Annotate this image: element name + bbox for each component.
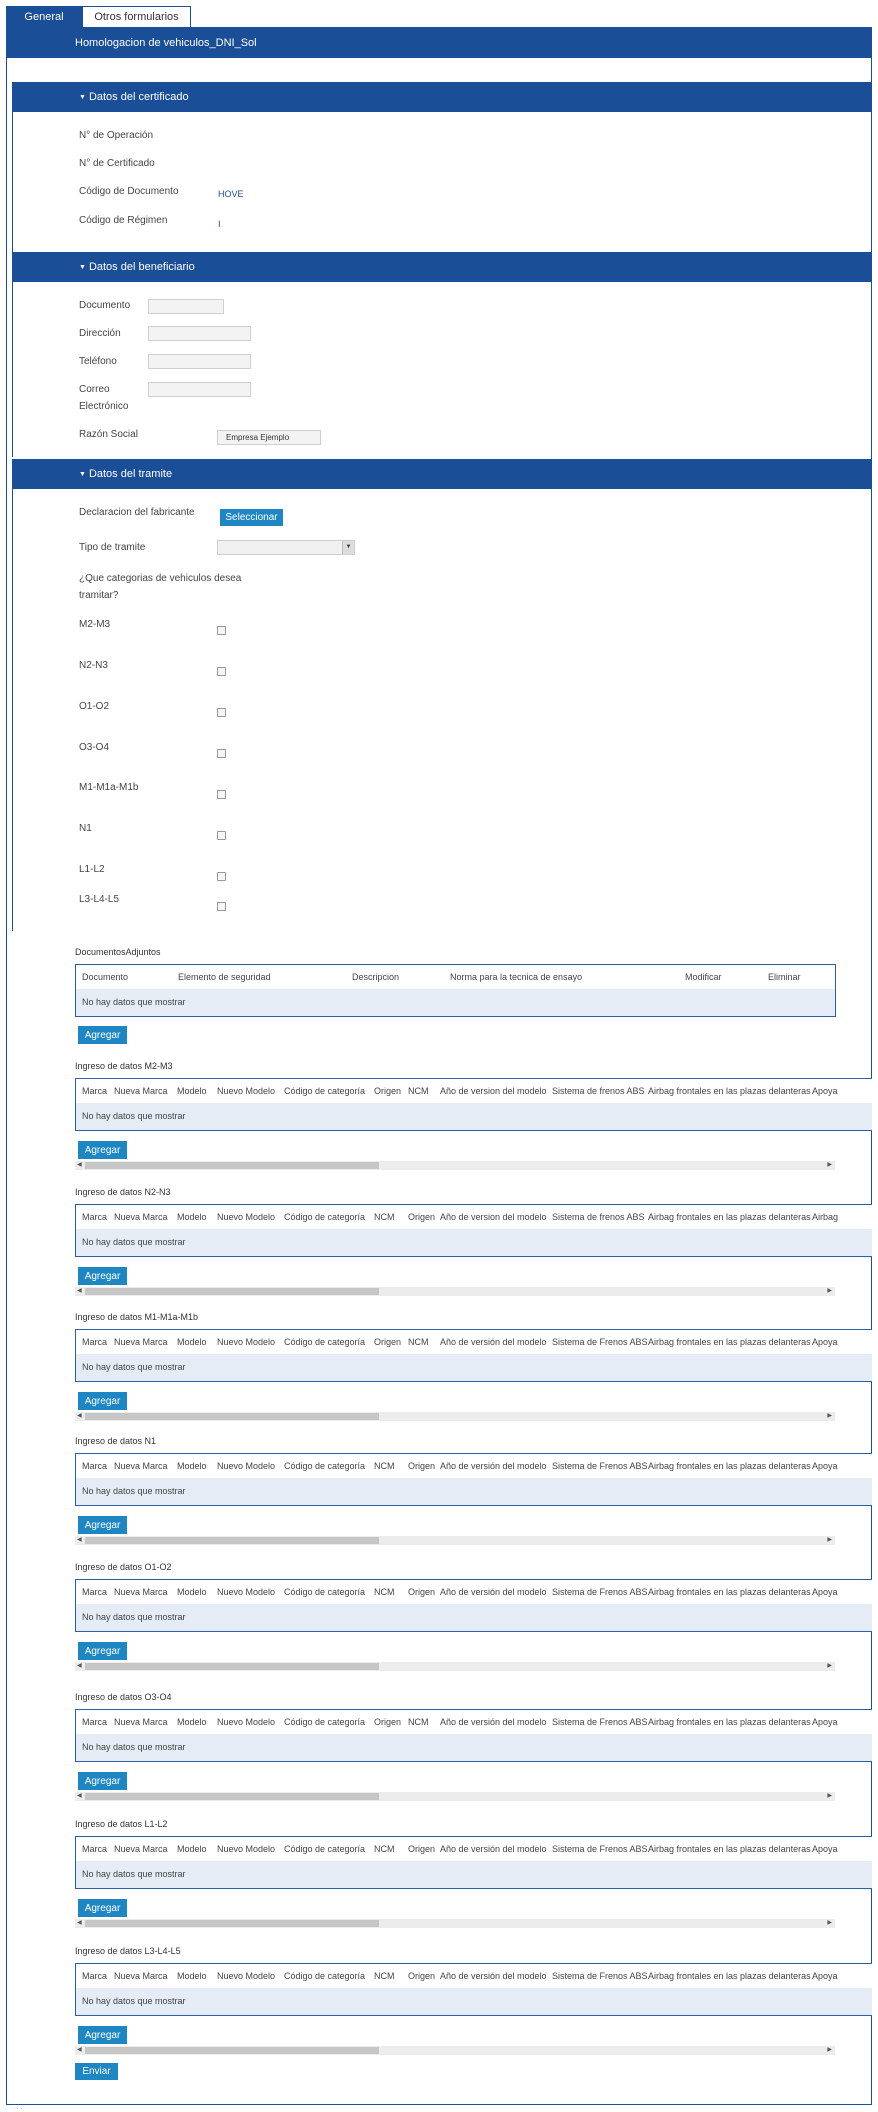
horizontal-scrollbar[interactable]	[75, 1287, 835, 1296]
empty-row: No hay datos que mostrar	[76, 1229, 872, 1256]
scroll-right-icon[interactable]: ▶	[827, 2047, 832, 2053]
column-header[interactable]: Nueva Marca	[114, 1212, 168, 1222]
caret-down-icon: ▼	[79, 93, 86, 101]
documento-label: Documento	[79, 300, 131, 311]
category-checkbox-o3-o4[interactable]	[217, 749, 226, 758]
seleccionar-button[interactable]: Seleccionar	[220, 509, 283, 526]
column-header[interactable]: Eliminar	[768, 972, 801, 982]
dropdown-arrow-icon: ▼	[342, 541, 354, 554]
column-header[interactable]: Origen	[408, 1844, 436, 1854]
section-border	[12, 489, 13, 931]
column-header[interactable]: Año de version del modelo	[440, 1086, 547, 1096]
column-header[interactable]: Código de categoría	[284, 1337, 366, 1347]
form-title: Homologacion de vehiculos_DNI_Sol	[75, 37, 257, 49]
column-header[interactable]: Airbag frontales en las plazas delanteras	[648, 1337, 811, 1347]
column-header[interactable]: Año de version del modelo	[440, 1212, 547, 1222]
column-header[interactable]: Año de versión del modelo	[440, 1717, 547, 1727]
scroll-left-icon[interactable]: ◀	[77, 1162, 82, 1168]
column-header[interactable]: Sistema de Frenos ABS	[552, 1844, 648, 1854]
scroll-thumb[interactable]	[85, 1413, 379, 1420]
caret-down-icon: ▼	[79, 263, 86, 271]
scroll-thumb[interactable]	[85, 2047, 379, 2054]
empty-row: No hay datos que mostrar	[76, 1354, 872, 1381]
scroll-left-icon[interactable]: ◀	[77, 1920, 82, 1926]
grid-header	[76, 1837, 872, 1861]
category-label: M1-M1a-M1b	[79, 782, 139, 793]
codigo-regimen-value: I	[218, 219, 221, 229]
column-header[interactable]: Nuevo Modelo	[217, 1337, 276, 1347]
column-header[interactable]: Sistema de frenos ABS	[552, 1212, 645, 1222]
scroll-left-icon[interactable]: ◀	[77, 1537, 82, 1543]
column-header[interactable]: NCM	[374, 1212, 395, 1222]
column-header[interactable]: Norma para la tecnica de ensayo	[450, 972, 583, 982]
column-header[interactable]: Modelo	[177, 1212, 207, 1222]
column-header[interactable]: Airbag frontales en las plazas delanteras	[648, 1086, 811, 1096]
grid-header	[76, 1710, 872, 1734]
agregar-button[interactable]: Agregar	[78, 1899, 127, 1917]
column-header[interactable]: Apoya	[812, 1337, 838, 1347]
column-header[interactable]: Sistema de Frenos ABS	[552, 1587, 648, 1597]
adjuntos-grid	[75, 964, 836, 1017]
scroll-right-icon[interactable]: ▶	[827, 1537, 832, 1543]
razon-social-input[interactable]: Empresa Ejemplo	[217, 430, 321, 445]
scroll-right-icon[interactable]: ▶	[827, 1793, 832, 1799]
data-grid	[75, 1453, 872, 1506]
empty-row: No hay datos que mostrar	[76, 1604, 872, 1631]
column-header[interactable]: Nuevo Modelo	[217, 1971, 276, 1981]
column-header[interactable]: Modelo	[177, 1844, 207, 1854]
operacion-label: N° de Operación	[79, 130, 154, 141]
column-header[interactable]: Origen	[374, 1086, 402, 1096]
section-tramite-header[interactable]	[12, 459, 872, 489]
grid-header	[76, 1205, 872, 1229]
column-header[interactable]: Apoya	[812, 1086, 838, 1096]
telefono-input[interactable]	[148, 354, 251, 369]
agregar-adjunto-button[interactable]: Agregar	[78, 1026, 127, 1044]
caret-down-icon: ▼	[79, 470, 86, 478]
scroll-thumb[interactable]	[85, 1537, 379, 1544]
category-checkbox-n1[interactable]	[217, 831, 226, 840]
data-grid	[75, 1329, 872, 1382]
column-header[interactable]: Año de versión del modelo	[440, 1337, 547, 1347]
empty-row: No hay datos que mostrar	[76, 1988, 872, 2015]
horizontal-scrollbar[interactable]	[75, 1412, 835, 1421]
column-header[interactable]: Nuevo Modelo	[217, 1086, 276, 1096]
column-header[interactable]: Código de categoría	[284, 1461, 366, 1471]
column-header[interactable]: Nueva Marca	[114, 1337, 168, 1347]
grid-header	[76, 1330, 872, 1354]
adjuntos-title: DocumentosAdjuntos	[75, 947, 161, 957]
empty-row: No hay datos que mostrar	[76, 1103, 872, 1130]
section-title: Datos del certificado	[88, 91, 189, 103]
section-border	[12, 112, 13, 252]
grid-title: Ingreso de datos L1-L2	[75, 1819, 168, 1829]
grid-title: Ingreso de datos M1-M1a-M1b	[75, 1312, 199, 1322]
category-checkbox-l3-l4-l5[interactable]	[217, 902, 226, 911]
grid-header	[76, 965, 835, 989]
column-header[interactable]: Origen	[374, 1337, 402, 1347]
column-header[interactable]: Origen	[408, 1587, 436, 1597]
category-label: L1-L2	[79, 864, 105, 875]
column-header[interactable]: Modificar	[685, 972, 722, 982]
footer-mark: · · ·	[13, 2106, 23, 2112]
column-header[interactable]: Origen	[408, 1212, 436, 1222]
grid-title: Ingreso de datos O3-O4	[75, 1692, 172, 1702]
column-header[interactable]: Nuevo Modelo	[217, 1717, 276, 1727]
scroll-thumb[interactable]	[85, 1793, 379, 1800]
column-header[interactable]: Modelo	[177, 1587, 207, 1597]
column-header[interactable]: Nueva Marca	[114, 1717, 168, 1727]
section-title: Datos del tramite	[88, 468, 173, 480]
column-header[interactable]: NCM	[374, 1844, 395, 1854]
column-header[interactable]: Elemento de seguridad	[178, 972, 271, 982]
empty-row: No hay datos que mostrar	[76, 1861, 872, 1888]
agregar-button[interactable]: Agregar	[78, 1141, 127, 1159]
column-header[interactable]: Airbag frontales en las plazas delanteras	[648, 1971, 811, 1981]
scroll-thumb[interactable]	[85, 1288, 379, 1295]
correo-label-line2: Electrónico	[79, 401, 129, 412]
column-header[interactable]: Modelo	[177, 1717, 207, 1727]
category-checkbox-l1-l2[interactable]	[217, 872, 226, 881]
enviar-button[interactable]: Enviar	[75, 2063, 118, 2080]
column-header[interactable]: Nueva Marca	[114, 1587, 168, 1597]
agregar-button[interactable]: Agregar	[78, 1642, 127, 1660]
column-header[interactable]: NCM	[374, 1587, 395, 1597]
column-header[interactable]: Airbag frontales en las plazas delanteras	[648, 1212, 811, 1222]
column-header[interactable]: Marca	[82, 1587, 108, 1597]
scroll-right-icon[interactable]: ▶	[827, 1162, 832, 1168]
column-header[interactable]: Nuevo Modelo	[217, 1844, 276, 1854]
category-checkbox-m1[interactable]	[217, 790, 226, 799]
category-checkbox-o1-o2[interactable]	[217, 708, 226, 717]
column-header[interactable]: Nueva Marca	[114, 1971, 168, 1981]
category-label: N1	[79, 823, 92, 834]
category-label: O3-O4	[79, 742, 110, 753]
horizontal-scrollbar[interactable]	[75, 1919, 835, 1928]
column-header[interactable]: Documento	[82, 972, 129, 982]
column-header[interactable]: Marca	[82, 1971, 108, 1981]
column-header[interactable]: NCM	[374, 1971, 395, 1981]
column-header[interactable]: Modelo	[177, 1337, 207, 1347]
column-header[interactable]: Modelo	[177, 1086, 207, 1096]
scroll-left-icon[interactable]: ◀	[77, 1288, 82, 1294]
scroll-left-icon[interactable]: ◀	[77, 1793, 82, 1799]
grid-header	[76, 1079, 872, 1103]
column-header[interactable]: Airbag frontales en las plazas delanteras	[648, 1844, 811, 1854]
column-header[interactable]: Marca	[82, 1086, 108, 1096]
telefono-label: Teléfono	[79, 356, 117, 367]
scroll-thumb[interactable]	[85, 1162, 379, 1169]
column-header[interactable]: Apoya	[812, 1844, 838, 1854]
scroll-left-icon[interactable]: ◀	[77, 2047, 82, 2053]
column-header[interactable]: Código de categoría	[284, 1971, 366, 1981]
razon-social-label: Razón Social	[79, 429, 138, 440]
column-header[interactable]: Sistema de Frenos ABS	[552, 1971, 648, 1981]
direccion-label: Dirección	[79, 328, 121, 339]
column-header[interactable]: NCM	[374, 1461, 395, 1471]
agregar-button[interactable]: Agregar	[78, 1267, 127, 1285]
column-header[interactable]: Marca	[82, 1717, 108, 1727]
column-header[interactable]: Origen	[408, 1971, 436, 1981]
column-header[interactable]: Nueva Marca	[114, 1844, 168, 1854]
scroll-right-icon[interactable]: ▶	[827, 1920, 832, 1926]
category-checkbox-m2-m3[interactable]	[217, 626, 226, 635]
form-title-bar	[6, 28, 872, 58]
column-header[interactable]: NCM	[408, 1086, 429, 1096]
grid-title: Ingreso de datos M2-M3	[75, 1061, 173, 1071]
grid-title: Ingreso de datos N2-N3	[75, 1187, 171, 1197]
scroll-right-icon[interactable]: ▶	[827, 1413, 832, 1419]
tipo-tramite-label: Tipo de tramite	[79, 542, 146, 553]
grid-header	[76, 1964, 872, 1988]
codigo-documento-label: Código de Documento	[79, 186, 179, 197]
scroll-left-icon[interactable]: ◀	[77, 1413, 82, 1419]
column-header[interactable]: Modelo	[177, 1461, 207, 1471]
scroll-thumb[interactable]	[85, 1920, 379, 1927]
grid-title: Ingreso de datos O1-O2	[75, 1562, 172, 1572]
column-header[interactable]: Código de categoría	[284, 1086, 366, 1096]
column-header[interactable]: Código de categoría	[284, 1587, 366, 1597]
column-header[interactable]: Airbag	[812, 1212, 839, 1222]
category-label: N2-N3	[79, 660, 108, 671]
categorias-question: ¿Que categorias de vehiculos desea	[79, 573, 242, 584]
tab-general[interactable]: General	[6, 6, 82, 28]
data-grid	[75, 1709, 872, 1762]
column-header[interactable]: Marca	[82, 1212, 108, 1222]
section-title: Datos del beneficiario	[88, 261, 195, 273]
column-header[interactable]: Nuevo Modelo	[217, 1461, 276, 1471]
column-header[interactable]: Marca	[82, 1461, 108, 1471]
column-header[interactable]: Código de categoría	[284, 1844, 366, 1854]
scroll-left-icon[interactable]: ◀	[77, 1663, 82, 1669]
grid-title: Ingreso de datos N1	[75, 1436, 157, 1446]
agregar-button[interactable]: Agregar	[78, 1772, 127, 1790]
scroll-right-icon[interactable]: ▶	[827, 1288, 832, 1294]
section-beneficiario-header[interactable]	[12, 252, 872, 282]
empty-row: No hay datos que mostrar	[76, 989, 835, 1016]
column-header[interactable]: Sistema de Frenos ABS	[552, 1337, 648, 1347]
column-header[interactable]: Modelo	[177, 1971, 207, 1981]
section-certificado-header[interactable]	[12, 82, 872, 112]
correo-label: Correo	[79, 384, 110, 395]
column-header[interactable]: Año de versión del modelo	[440, 1587, 547, 1597]
data-grid	[75, 1078, 872, 1131]
agregar-button[interactable]: Agregar	[78, 1392, 127, 1410]
column-header[interactable]: Airbag frontales en las plazas delanteras	[648, 1587, 811, 1597]
scroll-right-icon[interactable]: ▶	[827, 1663, 832, 1669]
column-header[interactable]: NCM	[408, 1717, 429, 1727]
horizontal-scrollbar[interactable]	[75, 1161, 835, 1170]
data-grid	[75, 1836, 872, 1889]
column-header[interactable]: Año de versión del modelo	[440, 1461, 547, 1471]
column-header[interactable]: Nuevo Modelo	[217, 1212, 276, 1222]
column-header[interactable]: Año de versión del modelo	[440, 1971, 547, 1981]
data-grid	[75, 1963, 872, 2016]
column-header[interactable]: Código de categoría	[284, 1212, 366, 1222]
column-header[interactable]: Apoya	[812, 1717, 838, 1727]
column-header[interactable]: Sistema de Frenos ABS	[552, 1461, 648, 1471]
direccion-input[interactable]	[148, 326, 251, 341]
categorias-question-line2: tramitar?	[79, 590, 119, 601]
scroll-thumb[interactable]	[85, 1663, 379, 1670]
section-border	[12, 282, 13, 457]
category-label: O1-O2	[79, 701, 110, 712]
horizontal-scrollbar[interactable]	[75, 1536, 835, 1545]
column-header[interactable]: NCM	[408, 1337, 429, 1347]
category-label: L3-L4-L5	[79, 894, 120, 905]
horizontal-scrollbar[interactable]	[75, 2046, 835, 2055]
data-grid	[75, 1579, 872, 1632]
column-header[interactable]: Apoya	[812, 1587, 838, 1597]
column-header[interactable]: Airbag frontales en las plazas delanteras	[648, 1717, 811, 1727]
agregar-button[interactable]: Agregar	[78, 1516, 127, 1534]
category-checkbox-n2-n3[interactable]	[217, 667, 226, 676]
tab-otros-formularios[interactable]: Otros formularios	[82, 6, 191, 28]
column-header[interactable]: Año de versión del modelo	[440, 1844, 547, 1854]
correo-input[interactable]	[148, 382, 251, 397]
tab-bar	[6, 6, 191, 28]
horizontal-scrollbar[interactable]	[75, 1792, 835, 1801]
empty-row: No hay datos que mostrar	[76, 1478, 872, 1505]
grid-header	[76, 1580, 872, 1604]
column-header[interactable]: Origen	[408, 1461, 436, 1471]
column-header[interactable]: Nueva Marca	[114, 1461, 168, 1471]
codigo-regimen-label: Código de Régimen	[79, 215, 168, 226]
horizontal-scrollbar[interactable]	[75, 1662, 835, 1671]
column-header[interactable]: Airbag frontales en las plazas delanteras	[648, 1461, 811, 1471]
column-header[interactable]: Sistema de frenos ABS	[552, 1086, 645, 1096]
column-header[interactable]: Sistema de Frenos ABS	[552, 1717, 648, 1727]
tipo-tramite-select[interactable]	[217, 540, 355, 555]
column-header[interactable]: Marca	[82, 1337, 108, 1347]
column-header[interactable]: Código de categoría	[284, 1717, 366, 1727]
column-header[interactable]: Nueva Marca	[114, 1086, 168, 1096]
agregar-button[interactable]: Agregar	[78, 2026, 127, 2044]
category-label: M2-M3	[79, 619, 111, 630]
column-header[interactable]: Origen	[374, 1717, 402, 1727]
codigo-documento-value: HOVE	[218, 189, 244, 199]
column-header[interactable]: Apoya	[812, 1461, 838, 1471]
grid-header	[76, 1454, 872, 1478]
documento-input[interactable]	[148, 299, 224, 314]
column-header[interactable]: Descripcion	[352, 972, 400, 982]
empty-row: No hay datos que mostrar	[76, 1734, 872, 1761]
column-header[interactable]: Nuevo Modelo	[217, 1587, 276, 1597]
grid-title: Ingreso de datos L3-L4-L5	[75, 1946, 181, 1956]
data-grid	[75, 1204, 872, 1257]
column-header[interactable]: Marca	[82, 1844, 108, 1854]
column-header[interactable]: Apoya	[812, 1971, 838, 1981]
declaracion-label: Declaracion del fabricante	[79, 507, 195, 518]
certificado-label: N° de Certificado	[79, 158, 155, 169]
